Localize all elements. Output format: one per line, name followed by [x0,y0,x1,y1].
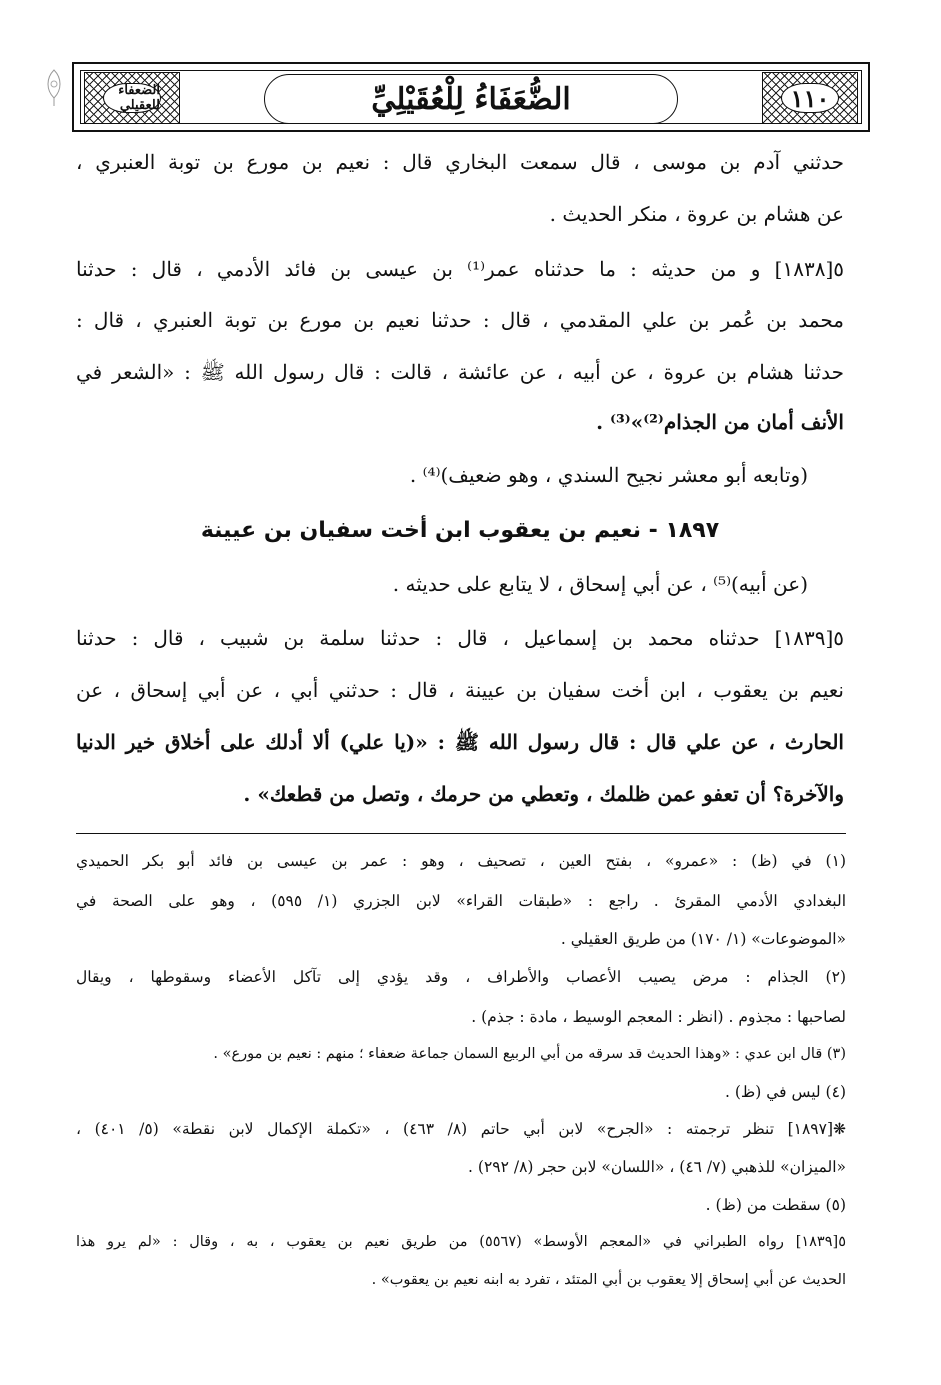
footnote-line-9: «الميزان» للذهبي (٧/ ٤٦) ، «اللسان» لابن حجر (٨/ ٢٩٢) . [468,1158,846,1176]
header-title-cartouche [264,74,678,124]
footnote-line-1: (١) في (ظ) : «عمرو» ، بفتح العين ، تصحيف ، وهو : عمر بن عيسى بن فائد أبو بكر الحميدي [76,852,846,870]
ornament-caption: الضعفاء للعقيلي [103,83,161,113]
footnote-line-11: ٥[١٨٣٩] رواه الطبراني في «المعجم الأوسط» (٥٥٦٧) من طريق نعيم بن يعقوب ، به ، وقال : «لم يرو هذا [76,1234,846,1250]
book-title: الضُّعَفَاءُ لِلْعُقَيْلِيِّ [371,81,571,117]
page-header-frame [72,62,870,132]
footnote-separator [76,833,846,834]
footnote-line-3: «الموضوعات» (١/ ١٧٠) من طريق العقيلي . [560,930,846,948]
section-title: ١٨٩٧ - نعيم بن يعقوب ابن أخت سفيان بن عيينة [200,518,720,543]
text-line-1: حدثني آدم بن موسى ، قال سمعت البخاري قال : نعيم بن مورع بن توبة العنبري ، [76,150,844,174]
text-line-12: والآخرة؟ أن تعفو عمن ظلمك ، وتعطي من حرمك ، وتصل من قطعك» . [243,782,844,806]
page-number: ١١٠ [781,83,839,113]
footnote-line-10: (٥) سقطت من (ظ) . [705,1196,846,1214]
text-line-6: الأنف أمان من الجذام⁽²⁾»⁽³⁾ . [596,410,844,434]
publisher-mark-icon [40,68,68,108]
text-line-2: عن هشام بن عروة ، منكر الحديث . [549,202,844,226]
footnote-line-5: لصاحبها : مجذوم . (انظر : المعجم الوسيط ، مادة : جذم) . [471,1008,846,1026]
footnote-line-4: (٢) الجذام : مرض يصيب الأعصاب والأطراف ، وقد يؤدي إلى تآكل الأعضاء وسقوطها ، ويقال [76,968,846,986]
header-left-ornament [84,72,180,124]
footnote-line-2: البغدادي الأدمي المقرئ . راجع : «طبقات القراء» لابن الجزري (١/ ٥٩٥) ، وهو على الصحة في [76,892,847,910]
text-line-8: (عن أبيه)⁽⁵⁾ ، عن أبي إسحاق ، لا يتابع على حديثه . [392,572,808,596]
text-line-9: ٥[١٨٣٩] حدثناه محمد بن إسماعيل ، قال : حدثنا سلمة بن شبيب ، قال : حدثنا [76,626,844,650]
footnote-line-7: (٤) ليس في (ظ) . [725,1083,846,1101]
header-right-ornament [762,72,858,124]
text-line-5: حدثنا هشام بن عروة ، عن أبيه ، عن عائشة ، قالت : قال رسول الله ﷺ : «الشعر في [76,360,844,384]
footnote-line-12: الحديث عن أبي إسحاق إلا يعقوب بن أبي المتئد ، تفرد به ابنه نعيم بن يعقوب» . [371,1272,846,1288]
text-line-7: (وتابعه أبو معشر نجيح السندي ، وهو ضعيف)⁽⁴⁾ . [409,463,808,487]
text-line-3: ٥[١٨٣٨] و من حديثه : ما حدثناه عمر⁽¹⁾ بن عيسى بن فائد الأدمي ، قال : حدثنا [76,257,845,281]
text-line-11: الحارث ، عن علي قال : قال رسول الله ﷺ : «(يا علي) ألا أدلك على أخلاق خير الدنيا [76,730,844,754]
footnote-line-8: ❋[١٨٩٧] تنظر ترجمته : «الجرح» لابن أبي حاتم (٨/ ٤٦٣) ، «تكملة الإكمال لابن نقطة» (٥/ ٤٠١) ، [76,1120,846,1138]
text-line-4: محمد بن عُمر بن علي المقدمي ، قال : حدثنا نعيم بن مورع بن توبة العنبري ، قال : [76,308,844,332]
text-line-10: نعيم بن يعقوب ، ابن أخت سفيان بن عيينة ، قال : حدثني أبي ، عن أبي إسحاق ، عن [76,678,844,702]
footnote-line-6: (٣) قال ابن عدي : «وهذا الحديث قد سرقه من أبي الربيع السمان جماعة ضعفاء ؛ منهم : نعيم بن مورع» . [213,1046,846,1062]
